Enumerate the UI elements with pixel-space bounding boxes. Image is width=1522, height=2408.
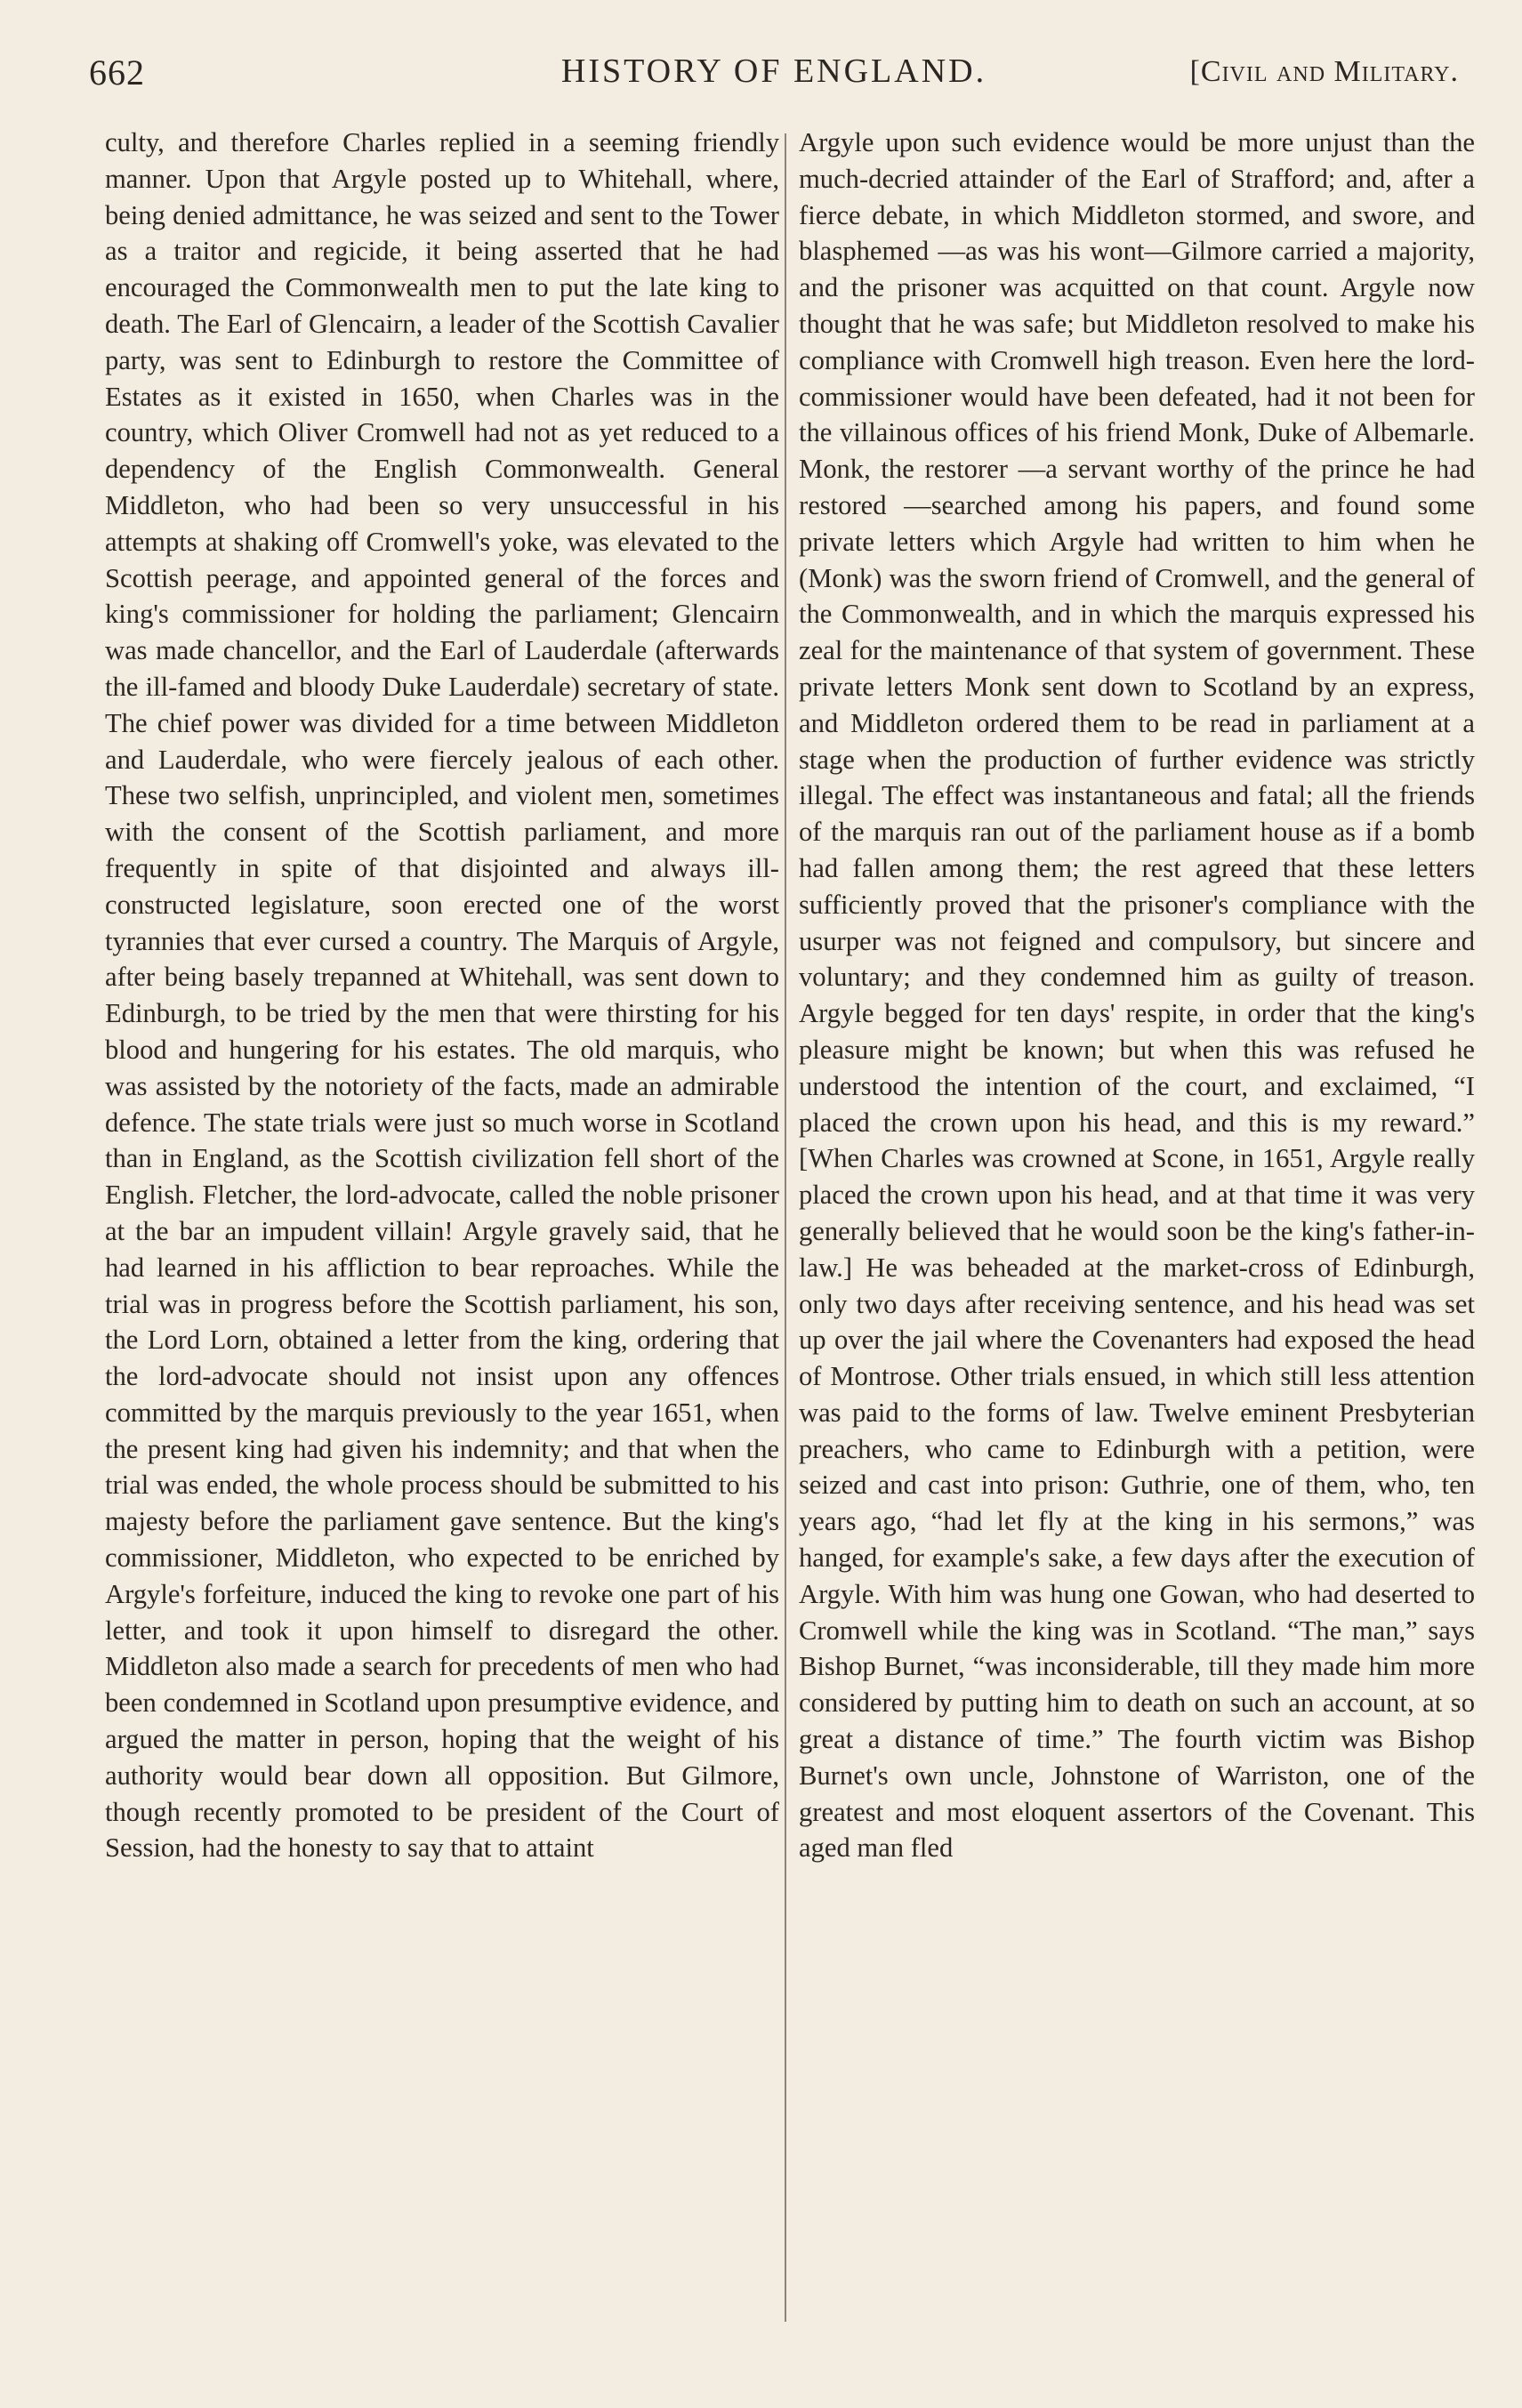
section-title: [Civil and Military. [1189, 55, 1459, 88]
page-header [89, 52, 1459, 114]
left-column [105, 125, 779, 2313]
page-number: 662 [89, 52, 145, 93]
column-divider [785, 133, 786, 2322]
right-column [799, 125, 1475, 2313]
running-title: HISTORY OF ENGLAND. [560, 52, 987, 90]
left-column-text: culty, and therefore Charles replied in a seeming friendly manner. Upon that Argyle posted up to Whitehall, where, being denied admittance, he was seized and sent to the Tower as a traitor and regicide, it being asserted that he had encouraged the Commonwealth men to put the late king to death. The Earl of Glencairn, a leader of the Scottish Cavalier party, was sent to Edinburgh to restore the Committee of Estates as it existed in 1650, when Charles was in the country, which Oliver Cromwell had not as yet reduced to a dependency of the English Commonwealth. General Middleton, who had been so very unsuccessful in his attempts at shaking off Cromwell's yoke, was elevated to the Scottish peerage, and appointed general of the forces and king's commissioner for holding the parliament; Glencairn was made chancellor, and the Earl of Lauderdale (afterwards the ill-famed and bloody Duke Lauderdale) secretary of state. The chief power was divided for a time between Middleton and Lauderdale, who were fiercely jealous of each other. These two selfish, unprincipled, and violent men, sometimes with the consent of the Scottish parliament, and more frequently in spite of that disjointed and always ill-constructed legislature, soon erected one of the worst tyrannies that ever cursed a country. The Marquis of Argyle, after being basely trepanned at Whitehall, was sent down to Edinburgh, to be tried by the men that were thirsting for his blood and hungering for his estates. The old marquis, who was assisted by the notoriety of the facts, made an admirable defence. The state trials were just so much worse in Scotland than in England, as the Scottish civilization fell short of the English. Fletcher, the lord-advocate, called the noble prisoner at the bar an impudent villain! Argyle gravely said, that he had learned in his affliction to bear reproaches. While the trial was in progress before the Scottish parliament, his son, the Lord Lorn, obtained a letter from the king, ordering that the lord-advocate should not insist upon any offences committed by the marquis previously to the year 1651, when the present king had given his indemnity; and that when the trial was ended, the whole process should be submitted to his majesty before the parliament gave sentence. But the king's commissioner, Middleton, who expected to be enriched by Argyle's forfeiture, induced the king to revoke one part of his letter, and took it upon himself to disregard the other. Middleton also made a search for precedents of men who had been condemned in Scotland upon presumptive evidence, and argued the matter in person, hoping that the weight of his authority would bear down all opposition. But Gilmore, though recently promoted to be president of the Court of Session, had the honesty to say that to attaint [105, 127, 779, 1864]
right-column-text: Argyle upon such evidence would be more unjust than the much-decried attainder of the Earl of Strafford; and, after a fierce debate, in which Middleton stormed, and swore, and blasphemed —as was his wont—Gilmore carried a majority, and the prisoner was acquitted on that count. Argyle now thought that he was safe; but Middleton resolved to make his compliance with Cromwell high treason. Even here the lord-commissioner would have been defeated, had it not been for the villainous offices of his friend Monk, Duke of Albemarle. Monk, the restorer —a servant worthy of the prince he had restored —searched among his papers, and found some private letters which Argyle had written to him when he (Monk) was the sworn friend of Cromwell, and the general of the Commonwealth, and in which the marquis expressed his zeal for the maintenance of that system of government. These private letters Monk sent down to Scotland by an express, and Middleton ordered them to be read in parliament at a stage when the production of further evidence was strictly illegal. The effect was instantaneous and fatal; all the friends of the marquis ran out of the parliament house as if a bomb had fallen among them; the rest agreed that these letters sufficiently proved that the prisoner's compliance with the usurper was not feigned and compulsory, but sincere and voluntary; and they condemned him as guilty of treason. Argyle begged for ten days' respite, in order that the king's pleasure might be known; but when this was refused he understood the intention of the court, and exclaimed, “I placed the crown upon his head, and this is my reward.” [When Charles was crowned at Scone, in 1651, Argyle really placed the crown upon his head, and at that time it was very generally believed that he would soon be the king's father-in-law.] He was beheaded at the market-cross of Edinburgh, only two days after receiving sentence, and his head was set up over the jail where the Covenanters had exposed the head of Montrose. Other trials ensued, in which still less attention was paid to the forms of law. Twelve eminent Presbyterian preachers, who came to Edinburgh with a petition, were seized and cast into prison: Guthrie, one of them, who, ten years ago, “had let fly at the king in his sermons,” was hanged, for example's sake, a few days after the execution of Argyle. With him was hung one Gowan, who had deserted to Cromwell while the king was in Scotland. “The man,” says Bishop Burnet, “was inconsiderable, till they made him more considered by putting him to death on such an account, at so great a distance of time.” The fourth victim was Bishop Burnet's own uncle, Johnstone of Warriston, one of the greatest and most eloquent assertors of the Covenant. This aged man fled [799, 127, 1475, 1864]
